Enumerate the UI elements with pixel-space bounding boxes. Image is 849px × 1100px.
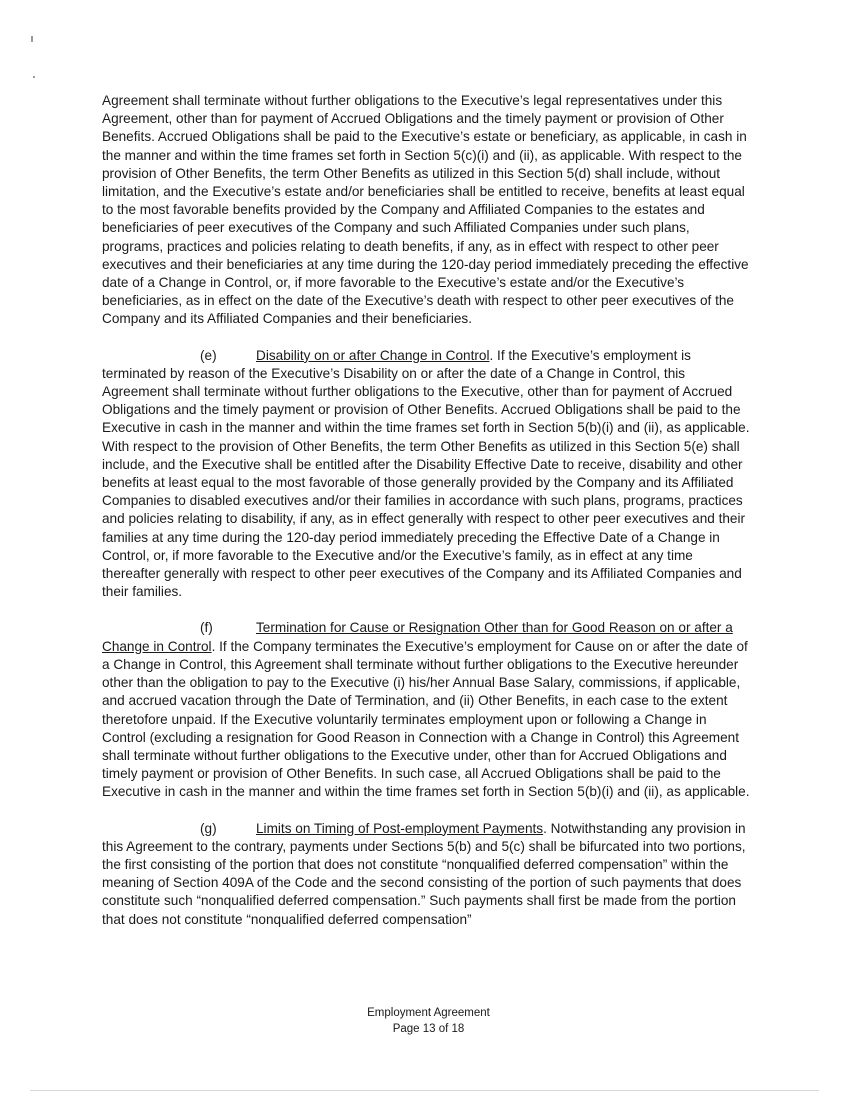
section-e-paragraph: [102, 347, 752, 602]
page-footer: [0, 1005, 849, 1037]
scan-speck: [33, 76, 35, 78]
section-text: . If the Company terminates the Executive’s employment for Cause on or after the date of a Change in Control, this Agreement shall terminate without further obligations to the Executive hereunder other than the obligation to pay to the Executive (i) his/her Annual Base Salary, commissions, if applicable, and accrued vacation through the Date of Termination, and (ii) Other Benefits, in each case to the extent theretofore unpaid. If the Executive voluntarily terminates employment upon or following a Change in Control (excluding a resignation for Good Reason in Connection with a Change in Control) this Agreement shall terminate without further obligations to the Executive under, other than for Accrued Obligations and timely payment or provision of Other Benefits. In such case, all Accrued Obligations shall be paid to the Executive in cash in the manner and within the time frames set forth in Section 5(b)(i) and (ii), as applicable.: [102, 638, 750, 800]
scan-edge-line: [30, 1090, 819, 1091]
section-title: Disability on or after Change in Control: [256, 347, 490, 363]
footer-title: Employment Agreement: [367, 1007, 490, 1019]
section-f-paragraph: [102, 619, 752, 801]
section-number: (f): [200, 620, 213, 636]
section-title: Limits on Timing of Post-employment Payments: [256, 820, 544, 836]
section-g-paragraph: [102, 820, 752, 929]
section-number: (e): [200, 347, 217, 363]
section-text: . Notwithstanding any provision in this Agreement to the contrary, payments under Sections 5(b) and 5(c) shall be bifurcated into two portions, the first consisting of the portion that does not constitute “nonqualified deferred compensation” within the meaning of Section 409A of the Code and the second consisting of the portion of such payments that does constitute such “nonqualified deferred compensation.” Such payments shall first be made from the portion that does not constitute “nonqualified deferred compensation”: [102, 820, 746, 927]
footer-page-number: Page 13 of 18: [392, 1023, 465, 1035]
intro-paragraph: Agreement shall terminate without further obligations to the Executive’s legal representatives under this Agreement, other than for payment of Accrued Obligations and the timely payment or provision of Other Benefits. Accrued Obligations shall be paid to the Executive’s estate or beneficiary, as applicable, in cash in the manner and within the time frames set forth in Section 5(c)(i) and (ii), as applicable. With respect to the provision of Other Benefits, the term Other Benefits as utilized in this Section 5(d) shall include, without limitation, and the Executive’s estate and/or beneficiaries shall be entitled to receive, benefits at least equal to the most favorable benefits provided by the Company and Affiliated Companies to the estates and beneficiaries of peer executives of the Company and such Affiliated Companies under such plans, programs, practices and policies relating to death benefits, if any, as in effect with respect to other peer executives and their beneficiaries at any time during the 120-day period immediately preceding the effective date of a Change in Control, or, if more favorable to the Executive’s estate and/or the Executive’s beneficiaries, as in effect on the date of the Executive’s death with respect to other peer executives of the Company and its Affiliated Companies and their beneficiaries.: [102, 93, 749, 327]
section-number: (g): [200, 820, 217, 836]
document-body: [102, 92, 752, 947]
section-text: . If the Executive’s employment is terminated by reason of the Executive’s Disability on or after the date of a Change in Control, this Agreement shall terminate without further obligations to the Executive, other than for payment of Accrued Obligations and the timely payment or provision of Other Benefits. Accrued Obligations shall be paid to the Executive in cash in the manner and within the time frames set forth in Section 5(b)(i) and (ii), as applicable. With respect to the provision of Other Benefits, the term Other Benefits as utilized in this Section 5(e) shall include, and the Executive shall be entitled after the Disability Effective Date to receive, disability and other benefits at least equal to the most favorable of those generally provided by the Company and its Affiliated Companies to disabled executives and/or their families in accordance with such plans, programs, practices and policies relating to disability, if any, as in effect generally with respect to other peer executives and their families at any time during the 120-day period immediately preceding the Effective Date of a Change in Control, or, if more favorable to the Executive and/or the Executive’s family, as in effect at any time thereafter generally with respect to other peer executives of the Company and its Affiliated Companies and their families.: [102, 347, 750, 600]
section-title: Termination for Cause or Resignation Other than for Good Reason on or after a Change in Control: [102, 620, 733, 654]
scan-speck: [31, 36, 33, 42]
